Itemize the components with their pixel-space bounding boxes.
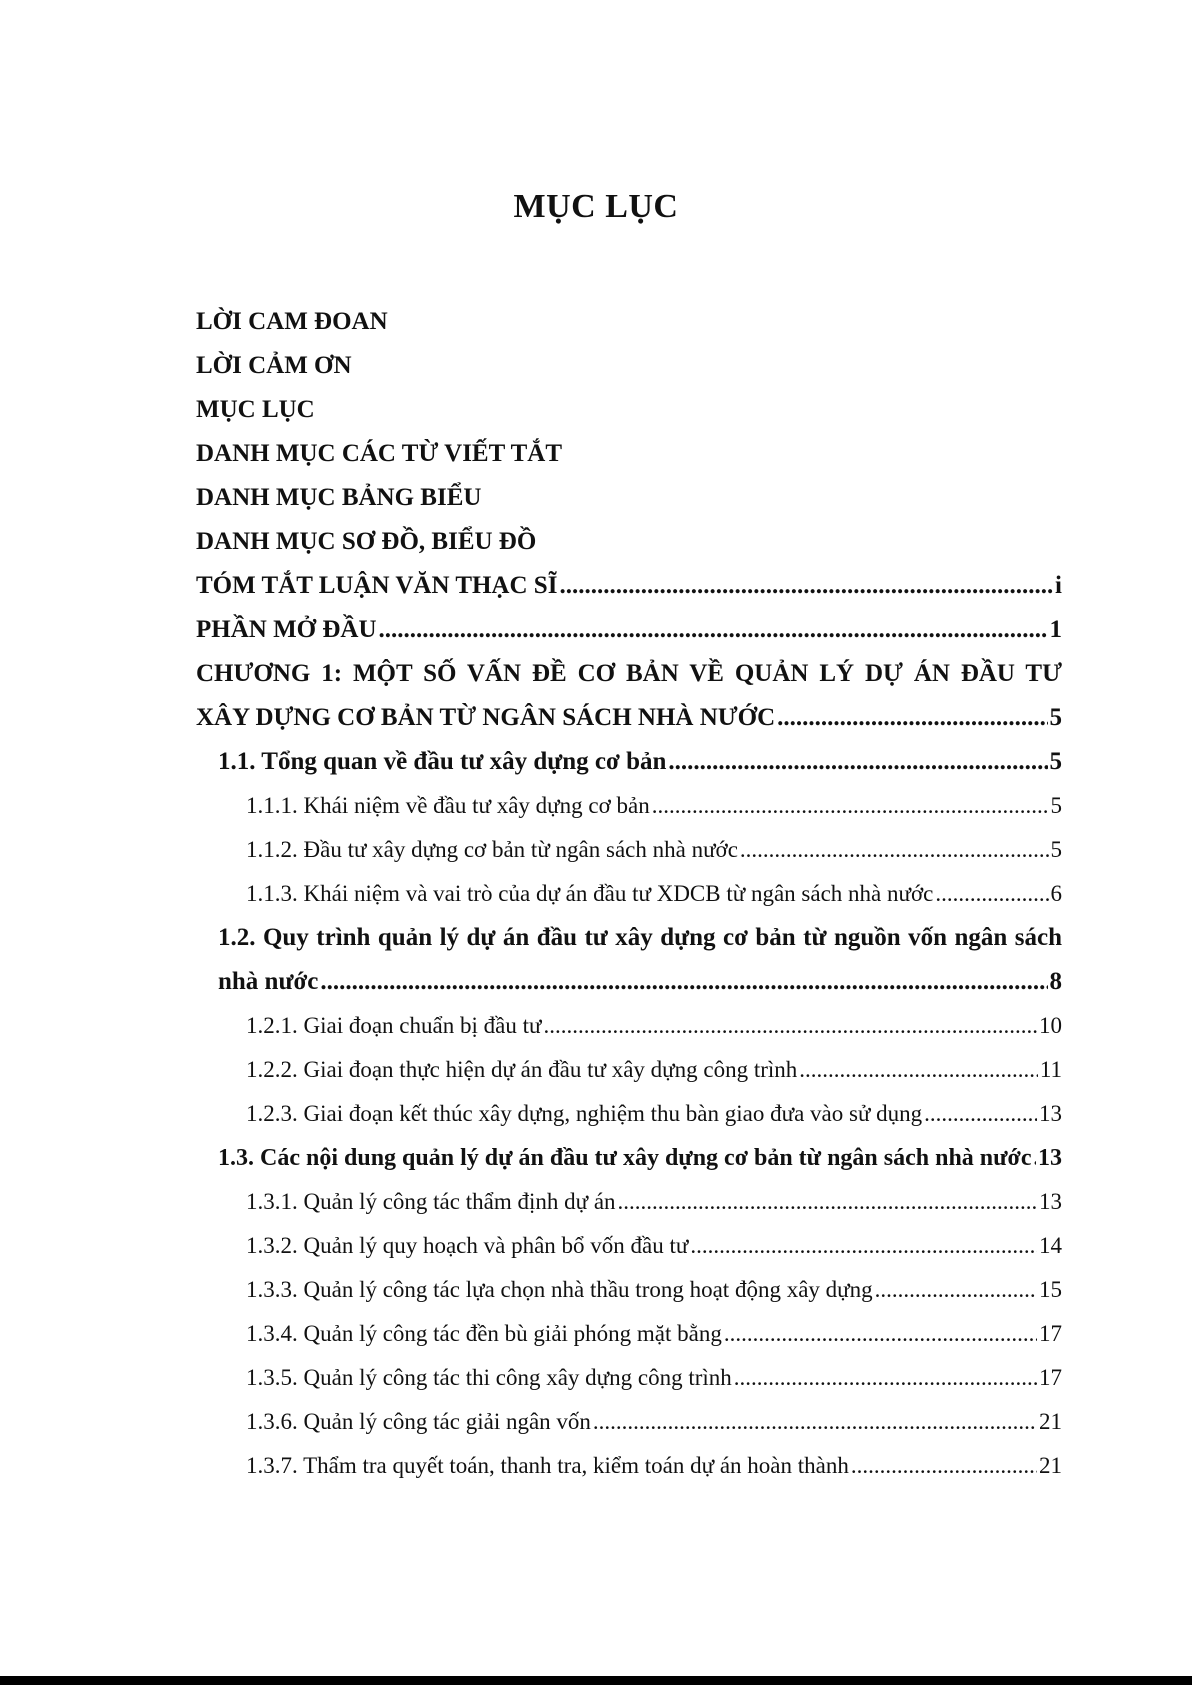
- toc-entry-label: DANH MỤC CÁC TỪ VIẾT TẮT: [196, 440, 563, 467]
- toc-page-number: 21: [1039, 1409, 1062, 1434]
- toc-entry-label: 1.1. Tổng quan về đầu tư xây dựng cơ bản: [218, 748, 667, 775]
- toc-entry: [196, 476, 1062, 520]
- toc-page-number: 1: [1049, 616, 1062, 643]
- toc-entry: [196, 1268, 1062, 1312]
- dot-leader: [593, 1400, 1037, 1444]
- dot-leader: [320, 960, 1047, 1004]
- toc-entry: [196, 300, 1062, 344]
- toc-entry-label: DANH MỤC SƠ ĐỒ, BIỂU ĐỒ: [196, 528, 537, 555]
- dot-leader: [652, 784, 1049, 828]
- toc-entry: [196, 1312, 1062, 1356]
- toc-entry: [196, 1136, 1062, 1180]
- toc-page-number: 21: [1039, 1453, 1062, 1478]
- dot-leader: [777, 696, 1047, 740]
- toc-page-number: 13: [1039, 1189, 1062, 1214]
- dot-leader: [724, 1312, 1037, 1356]
- dot-leader: [799, 1048, 1038, 1092]
- toc-entry: [196, 872, 1062, 916]
- table-of-contents: [196, 300, 1062, 1488]
- toc-entry: [196, 564, 1062, 608]
- toc-entry: [196, 916, 1062, 960]
- toc-page-number: 5: [1049, 748, 1062, 775]
- toc-entry: [196, 1092, 1062, 1136]
- dot-leader: [379, 608, 1048, 652]
- toc-entry: [196, 696, 1062, 740]
- toc-page-number: 17: [1039, 1365, 1062, 1390]
- toc-entry-label: LỜI CAM ĐOAN: [196, 308, 388, 335]
- toc-entry-label: 1.1.1. Khái niệm về đầu tư xây dựng cơ bản: [246, 793, 650, 818]
- toc-entry-label: TÓM TẮT LUẬN VĂN THẠC SĨ: [196, 572, 558, 599]
- dot-leader: [543, 1004, 1037, 1048]
- dot-leader: [935, 872, 1048, 916]
- toc-entry: [196, 1400, 1062, 1444]
- toc-entry: [196, 1224, 1062, 1268]
- dot-leader: [851, 1444, 1037, 1488]
- toc-entry: [196, 1004, 1062, 1048]
- toc-entry-label: LỜI CẢM ƠN: [196, 352, 352, 379]
- toc-entry-label: 1.2. Quy trình quản lý dự án đầu tư xây dựng cơ bản từ nguồn vốn ngân sách: [218, 924, 1062, 951]
- toc-page-number: 8: [1049, 968, 1062, 995]
- dot-leader: [618, 1180, 1037, 1224]
- toc-page-number: 5: [1049, 704, 1062, 731]
- dot-leader: [690, 1224, 1037, 1268]
- toc-entry: [196, 828, 1062, 872]
- toc-entry: [196, 960, 1062, 1004]
- toc-entry: [196, 1180, 1062, 1224]
- toc-page-number: 11: [1039, 1057, 1062, 1082]
- toc-entry-label: 1.2.2. Giai đoạn thực hiện dự án đầu tư xây dựng công trình: [246, 1057, 798, 1082]
- toc-entry: [196, 740, 1062, 784]
- toc-page-number: i: [1055, 572, 1062, 599]
- toc-entry-label: 1.2.1. Giai đoạn chuẩn bị đầu tư: [246, 1013, 542, 1038]
- toc-entry-label: 1.1.3. Khái niệm và vai trò của dự án đầu tư XDCB từ ngân sách nhà nước: [246, 881, 934, 906]
- toc-entry: [196, 1356, 1062, 1400]
- toc-entry-label: 1.3.6. Quản lý công tác giải ngân vốn: [246, 1409, 591, 1434]
- toc-page-number: 13: [1038, 1145, 1062, 1171]
- dot-leader: [924, 1092, 1037, 1136]
- toc-entry: [196, 652, 1062, 696]
- toc-entry-label: 1.3.2. Quản lý quy hoạch và phân bổ vốn đầu tư: [246, 1233, 689, 1258]
- dot-leader: [875, 1268, 1037, 1312]
- toc-page-number: 10: [1039, 1013, 1062, 1038]
- toc-page-number: 6: [1050, 881, 1062, 906]
- dot-leader: [740, 828, 1049, 872]
- toc-entry-label: DANH MỤC BẢNG BIỂU: [196, 484, 482, 511]
- page-title: MỤC LỤC: [513, 188, 679, 225]
- toc-entry-label: 1.3.5. Quản lý công tác thi công xây dựng công trình: [246, 1365, 732, 1390]
- toc-entry-label: 1.2.3. Giai đoạn kết thúc xây dựng, nghiệm thu bàn giao đưa vào sử dụng: [246, 1101, 923, 1126]
- toc-entry: [196, 608, 1062, 652]
- toc-entry-label: nhà nước: [218, 968, 319, 995]
- toc-entry: [196, 388, 1062, 432]
- toc-entry: [196, 784, 1062, 828]
- toc-page-number: 14: [1039, 1233, 1062, 1258]
- dot-leader: [1034, 1136, 1037, 1180]
- toc-entry-label: 1.3.3. Quản lý công tác lựa chọn nhà thầu trong hoạt động xây dựng: [246, 1277, 873, 1302]
- dot-leader: [559, 564, 1053, 608]
- toc-entry-label: 1.3.1. Quản lý công tác thẩm định dự án: [246, 1189, 616, 1214]
- toc-page-number: 17: [1039, 1321, 1062, 1346]
- toc-entry-label: 1.3.7. Thẩm tra quyết toán, thanh tra, kiểm toán dự án hoàn thành: [246, 1453, 849, 1478]
- toc-entry-label: MỤC LỤC: [196, 396, 315, 423]
- toc-page-number: 15: [1039, 1277, 1062, 1302]
- toc-entry-label: XÂY DỰNG CƠ BẢN TỪ NGÂN SÁCH NHÀ NƯỚC: [196, 704, 776, 731]
- toc-page-number: 13: [1039, 1101, 1062, 1126]
- toc-entry: [196, 344, 1062, 388]
- toc-entry-label: 1.3.4. Quản lý công tác đền bù giải phóng mặt bằng: [246, 1321, 722, 1346]
- toc-entry-label: 1.1.2. Đầu tư xây dựng cơ bản từ ngân sách nhà nước: [246, 837, 738, 862]
- toc-entry-label: PHẦN MỞ ĐẦU: [196, 616, 377, 643]
- toc-entry: [196, 1444, 1062, 1488]
- toc-entry: [196, 520, 1062, 564]
- dot-leader: [668, 740, 1047, 784]
- dot-leader: [734, 1356, 1037, 1400]
- page-bottom-edge: [0, 1676, 1192, 1685]
- toc-page-number: 5: [1050, 793, 1062, 818]
- toc-entry-label: 1.3. Các nội dung quản lý dự án đầu tư xây dựng cơ bản từ ngân sách nhà nước: [218, 1145, 1032, 1171]
- toc-entry: [196, 1048, 1062, 1092]
- toc-entry: [196, 432, 1062, 476]
- toc-page-number: 5: [1050, 837, 1062, 862]
- toc-entry-label: CHƯƠNG 1: MỘT SỐ VẤN ĐỀ CƠ BẢN VỀ QUẢN LÝ DỰ ÁN ĐẦU TƯ: [196, 660, 1062, 687]
